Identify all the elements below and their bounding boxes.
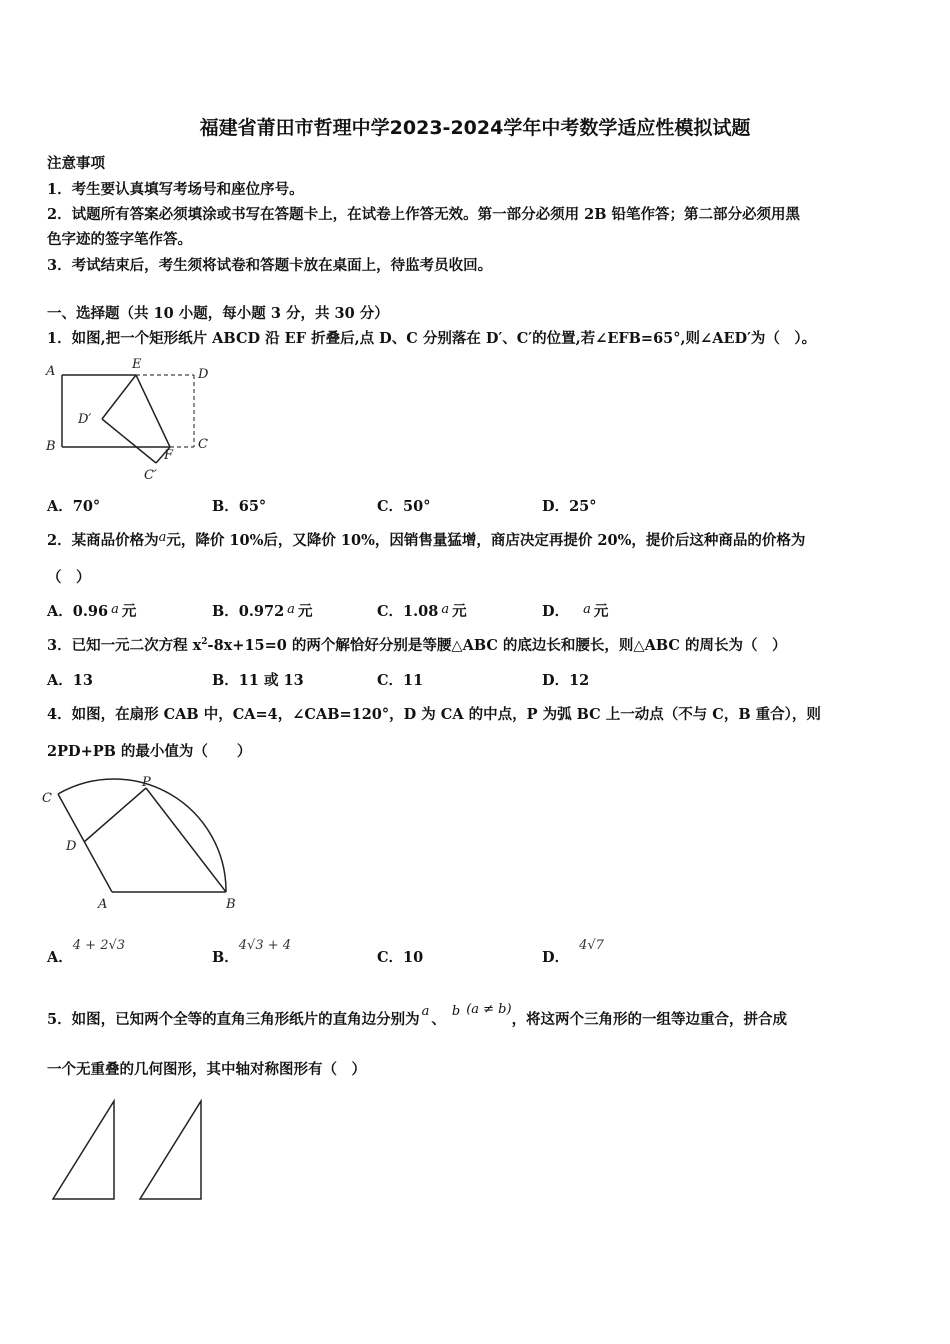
- q3-option-b: B．11 或 13: [212, 672, 304, 689]
- q4-stem-cont: 2PD+PB 的最小值为（ ）: [47, 743, 252, 760]
- q1-label-a: A: [46, 364, 56, 379]
- page-title: 福建省莆田市哲理中学2023-2024学年中考数学适应性模拟试题: [199, 117, 751, 139]
- q4-label-c: C: [42, 791, 52, 806]
- q1-option-c: C．50°: [377, 498, 431, 515]
- q1-edge-dc-prime: [102, 419, 156, 463]
- q2-option-d: D． a 元: [542, 602, 609, 620]
- q1-figure: [40, 355, 230, 485]
- q4-figure: [38, 772, 248, 917]
- q3-stem: 3．已知一元二次方程 $x^2-8x+15=0$ 的两个解恰好分别是等腰△ABC 的底边长和腰长，则△ABC 的周长为（ ）: [47, 637, 787, 654]
- notice-item-2: 2．试题所有答案必须填涂或书写在答题卡上，在试卷上作答无效。第一部分必须用 2B 铅笔作答；第二部分必须用黑: [47, 206, 801, 223]
- q3-option-a: A．13: [47, 672, 93, 689]
- q4-option-d: D．4√7: [542, 938, 604, 966]
- q1-option-b: B．65°: [212, 498, 267, 515]
- q4-option-b: B．4√3 + 4: [212, 938, 292, 966]
- q3-option-c: C．11: [377, 672, 424, 689]
- notice-heading: 注意事项: [47, 155, 105, 172]
- q4-segment-dp: [84, 788, 146, 842]
- q1-label-d: D: [198, 367, 209, 382]
- q4-option-c: C．10: [377, 949, 424, 966]
- q2-stem-b: 元，降价 10%后，又降价 10%，因销售量猛增，商店决定再提价 20%，提价后这种商品的价格为: [166, 532, 806, 549]
- q2-option-b: B．0.972 a 元: [212, 602, 313, 620]
- q1-label-c-prime: C′: [144, 468, 157, 483]
- q4-option-a: A．4 + 2√3: [47, 938, 126, 966]
- q4-label-a: A: [98, 897, 108, 912]
- q2-stem-cont: （ ）: [47, 569, 91, 586]
- q3-option-d: D．12: [542, 672, 590, 689]
- q5-triangle-2: [140, 1101, 201, 1199]
- q1-edge-ed-prime: [102, 375, 136, 419]
- q4-arc-bc: [58, 779, 226, 892]
- notice-item-1: 1．考生要认真填写考场号和座位序号。: [47, 181, 304, 198]
- q5-stem-cont: 一个无重叠的几何图形，其中轴对称图形有（ ）: [47, 1061, 366, 1078]
- q2-stem-a: 2．某商品价格为: [47, 532, 159, 549]
- q5-figure: [48, 1095, 218, 1207]
- q2-var: a: [158, 530, 167, 545]
- q1-label-d-prime: D′: [78, 412, 92, 427]
- q1-label-e: E: [132, 357, 142, 372]
- section-heading: 一、选择题（共 10 小题，每小题 3 分，共 30 分）: [47, 305, 389, 322]
- q2-stem: [47, 529, 805, 550]
- notice-item-3: 3．考试结束后，考生须将试卷和答题卡放在桌面上，待监考员收回。: [47, 257, 493, 274]
- q1-label-c: C: [198, 437, 208, 452]
- q4-stem: 4．如图，在扇形 CAB 中，CA=4，∠CAB=120°，D 为 CA 的中点，P 为弧 BC 上一动点（不与 C，B 重合），则: [47, 706, 821, 723]
- q1-option-a: A．70°: [47, 498, 101, 515]
- q2-option-a: A．0.96 a 元: [47, 602, 137, 620]
- q4-label-d: D: [66, 839, 77, 854]
- q1-label-f: F: [164, 448, 174, 463]
- notice-item-2-cont: 色字迹的签字笔作答。: [47, 231, 192, 248]
- q1-fold-ef: [136, 375, 170, 447]
- q1-stem: 1．如图,把一个矩形纸片 ABCD 沿 EF 折叠后,点 D、C 分别落在 D′、C′的位置,若∠EFB=65°,则∠AED′为（ ）。: [47, 330, 817, 347]
- q1-label-b: B: [46, 439, 56, 454]
- q2-option-c: C．1.08 a 元: [377, 602, 467, 620]
- q5-triangle-1: [53, 1101, 114, 1199]
- q1-option-d: D．25°: [542, 498, 597, 515]
- q4-label-b: B: [226, 897, 236, 912]
- q4-label-p: P: [142, 775, 151, 790]
- q5-stem: 5．如图，已知两个全等的直角三角形纸片的直角边分别为 a 、 b (a ≠ b)，将这两个三角形的一组等边重合，拼合成: [47, 1002, 788, 1028]
